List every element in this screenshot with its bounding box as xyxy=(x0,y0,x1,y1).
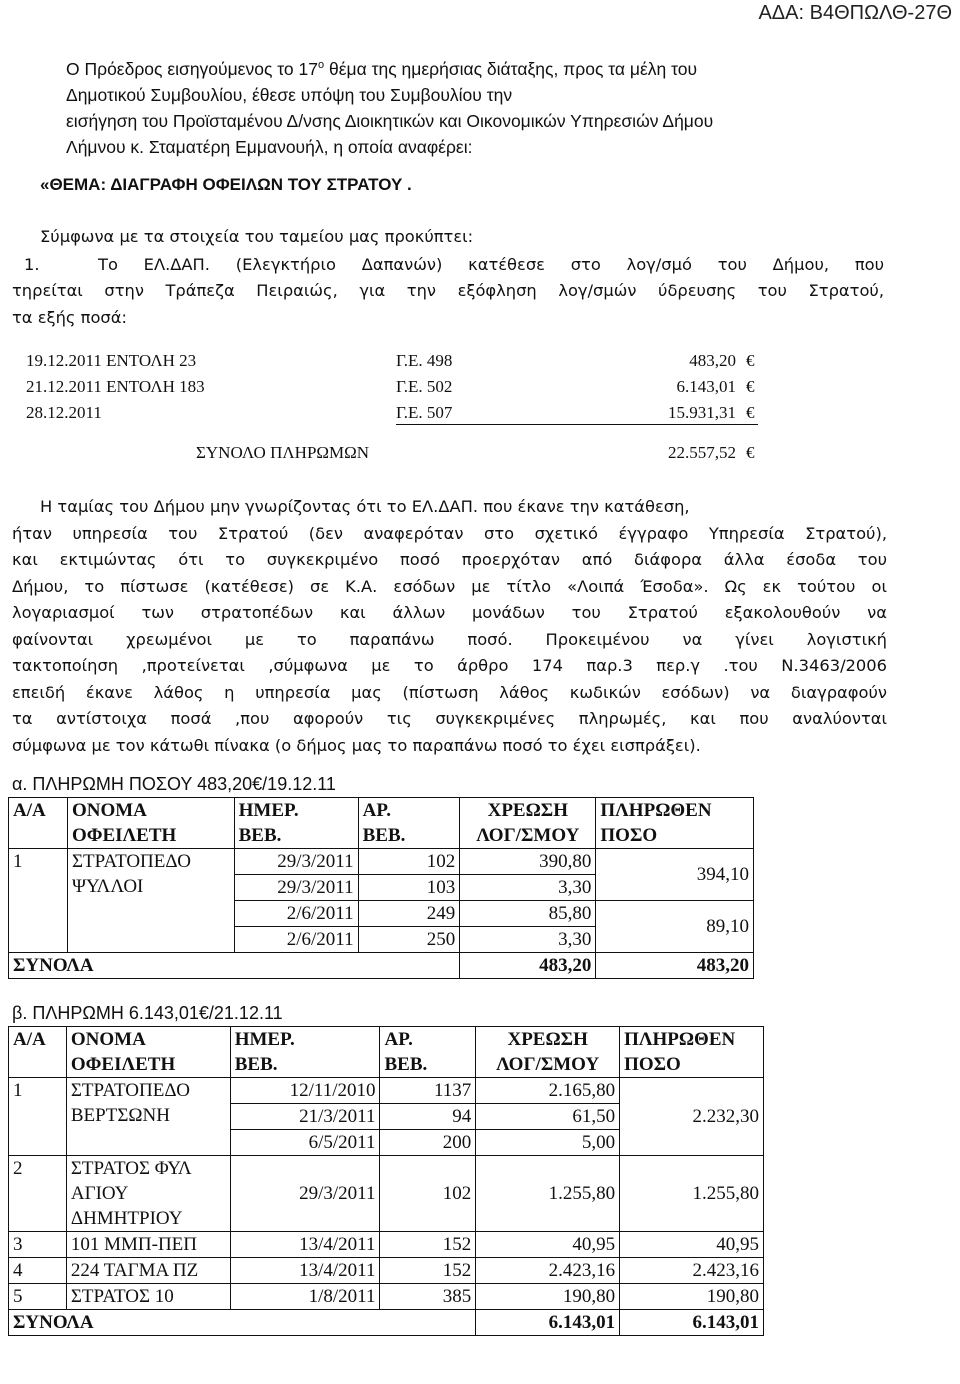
item-line-b: τηρείται στην Τράπεζα Πειραιώς, για την εξόφληση λογ/σμών ύδρευσης του Στρατού, xyxy=(12,281,884,300)
cell-date: 29/3/2011 xyxy=(234,849,358,875)
table-row xyxy=(9,849,754,875)
cell-aa: 1 xyxy=(9,849,68,953)
header-text: ΟΝΟΜΑ xyxy=(70,1029,146,1050)
intro-line-2: Δημοτικού Συμβουλίου, έθεσε υπόψη του Συμβουλίου την xyxy=(66,84,513,105)
cell-paid: 1.255,80 xyxy=(620,1156,764,1232)
cell-ar: 94 xyxy=(380,1104,476,1130)
cell-charge: 1.255,80 xyxy=(476,1156,620,1232)
cell-aa: 2 xyxy=(9,1156,67,1232)
cell-ar: 152 xyxy=(380,1258,476,1284)
col-date xyxy=(234,798,358,849)
header-text: ΠΛΗΡΩΘΕΝ xyxy=(600,800,712,821)
col-ar xyxy=(358,798,460,849)
cell-date: 29/3/2011 xyxy=(234,875,358,901)
cell-charge: 61,50 xyxy=(476,1104,620,1130)
cell-charge: 2.165,80 xyxy=(476,1078,620,1104)
header-text: ΧΡΕΩΣΗ xyxy=(487,800,569,821)
item-line-c: τα εξής ποσά: xyxy=(12,307,127,327)
table-a xyxy=(8,797,754,979)
cell-date: 6/5/2011 xyxy=(230,1130,380,1156)
table-row xyxy=(9,1284,764,1310)
cell-date: 12/11/2010 xyxy=(230,1078,380,1104)
explain-line: λογαριασμοί των στρατοπέδων και άλλων μονάδων του Στρατού εξακολουθούν να xyxy=(12,603,887,622)
cell-name: ΣΤΡΑΤΟΠΕΔΟ ΒΕΡΤΣΩΝΗ xyxy=(66,1078,230,1156)
cell-ar: 152 xyxy=(380,1232,476,1258)
col-date xyxy=(230,1027,380,1078)
explain-line: τακτοποίηση ,προτείνεται ,σύμφωνα με το άρθρο 174 παρ.3 περ.γ .του Ν.3463/2006 xyxy=(12,656,887,675)
col-name xyxy=(67,798,234,849)
explain-line: και εκτιμώντας ότι το συγκεκριμένο ποσό προερχόταν από διάφορα άλλα έσοδα του xyxy=(12,550,887,569)
cell-charge: 2.423,16 xyxy=(476,1258,620,1284)
header-text: ΒΕΒ. xyxy=(238,825,282,846)
cell-charge: 85,80 xyxy=(460,901,596,927)
total-charge: 483,20 xyxy=(460,953,596,979)
cell-ar: 249 xyxy=(358,901,460,927)
body-line-1: Σύμφωνα με τα στοιχεία του ταμείου μας προκύπτει: xyxy=(40,227,474,246)
explain-line: σύμφωνα με τον κάτωθι πίνακα (ο δήμος μας το παραπάνω ποσό το έχει εισπράξει). xyxy=(12,735,701,755)
euro-icon: € xyxy=(746,443,755,462)
table-header-row xyxy=(9,798,754,849)
header-text: ΛΟΓ/ΣΜΟΥ xyxy=(476,825,580,846)
payment-ge: Γ.Ε. 502 xyxy=(396,377,453,396)
explain-line: ήταν υπηρεσία του Στρατού (δεν αναφερόταν στο σχετικό έγγραφο Υπηρεσία Στρατού), xyxy=(12,523,887,543)
cell-paid: 2.423,16 xyxy=(620,1258,764,1284)
table-a-title: α. ΠΛΗΡΩΜΗ ΠΟΣΟΥ 483,20€/19.12.11 xyxy=(12,774,336,794)
total-paid: 6.143,01 xyxy=(620,1310,764,1336)
cell-charge: 40,95 xyxy=(476,1232,620,1258)
cell-ar: 250 xyxy=(358,927,460,953)
header-text: ΠΟΣΟ xyxy=(624,1054,681,1075)
table-total-row xyxy=(9,1310,764,1336)
header-text: ΑΡ. xyxy=(362,800,391,821)
table-total-row xyxy=(9,953,754,979)
table-row xyxy=(9,1078,764,1104)
header-text: ΗΜΕΡ. xyxy=(234,1029,295,1050)
cell-paid: 394,10 xyxy=(596,849,754,901)
header-text: ΧΡΕΩΣΗ xyxy=(507,1029,588,1050)
cell-charge: 3,30 xyxy=(460,927,596,953)
body-item-1-first xyxy=(12,252,884,278)
header-text: ΟΦΕΙΛΕΤΗ xyxy=(70,1054,176,1075)
cell-paid: 190,80 xyxy=(620,1284,764,1310)
col-aa xyxy=(9,1027,67,1078)
cell-ar: 103 xyxy=(358,875,460,901)
payment-amount: 15.931,31 xyxy=(668,403,736,422)
cell-ar: 1137 xyxy=(380,1078,476,1104)
euro-icon: € xyxy=(746,377,755,396)
col-paid xyxy=(620,1027,764,1078)
cell-date: 2/6/2011 xyxy=(234,927,358,953)
intro-line-1-b: θέμα της ημερήσιας διάταξης, προς τα μέλη του xyxy=(324,58,698,79)
header-text: ΟΦΕΙΛΕΤΗ xyxy=(71,825,177,846)
col-name xyxy=(66,1027,230,1078)
table-b xyxy=(8,1026,764,1336)
table-b-title: β. ΠΛΗΡΩΜΗ 6.143,01€/21.12.11 xyxy=(12,1003,283,1023)
total-charge: 6.143,01 xyxy=(476,1310,620,1336)
cell-date: 21/3/2011 xyxy=(230,1104,380,1130)
cell-aa: 5 xyxy=(9,1284,67,1310)
header-text: ΒΕΒ. xyxy=(234,1054,278,1075)
cell-charge: 3,30 xyxy=(460,875,596,901)
intro-line-1-a: Ο Πρόεδρος εισηγούμενος το 17 xyxy=(66,58,318,79)
cell-date: 2/6/2011 xyxy=(234,901,358,927)
header-text: ΠΟΣΟ xyxy=(600,825,658,846)
sum-underline xyxy=(396,424,758,425)
header-text: ΒΕΒ. xyxy=(384,1054,428,1075)
explain-line: Η ταμίας του Δήμου μην γνωρίζοντας ότι το ΕΛ.ΔΑΠ. που έκανε την κατάθεση, xyxy=(40,497,690,516)
explain-line: επειδή έκανε λάθος η υπηρεσία μας (πίστωση λάθος κωδικών εσόδων) να διαγραφούν xyxy=(12,682,887,702)
cell-date: 13/4/2011 xyxy=(230,1258,380,1284)
header-text: ΗΜΕΡ. xyxy=(238,800,299,821)
payment-amount: 483,20 xyxy=(689,351,736,370)
payment-date: 21.12.2011 ΕΝΤΟΛΗ 183 xyxy=(26,377,205,396)
intro-line-4: Λήμνου κ. Σταματέρη Εμμανουήλ, η οποία αναφέρει: xyxy=(66,136,473,157)
cell-ar: 102 xyxy=(380,1156,476,1232)
intro-line-3: εισήγηση του Προϊσταμένου Δ/νσης Διοικητικών και Οικονομικών Υπηρεσιών Δήμου xyxy=(66,110,714,131)
header-text: ΟΝΟΜΑ xyxy=(71,800,147,821)
col-aa xyxy=(9,798,68,849)
payment-date: 19.12.2011 ΕΝΤΟΛΗ 23 xyxy=(26,351,197,370)
euro-icon: € xyxy=(746,351,755,370)
col-ar xyxy=(380,1027,476,1078)
header-text: Α/Α xyxy=(13,800,46,821)
table-header-row xyxy=(9,1027,764,1078)
cell-name: ΣΤΡΑΤΟΣ 10 xyxy=(66,1284,230,1310)
explain-line: Δήμου, το πίστωσε (κατέθεσε) σε Κ.Α. εσόδων με τίτλο «Λοιπά Έσοδα». Ως εκ τούτου οι xyxy=(12,576,887,596)
total-paid: 483,20 xyxy=(596,953,754,979)
explain-line: τα αντίστοιχα ποσά ,που αφορούν τις συγκεκριμένες πληρωμές, και που αναλύονται xyxy=(12,709,887,728)
intro-paragraph xyxy=(10,52,890,160)
header-text: ΑΡ. xyxy=(384,1029,413,1050)
cell-aa: 4 xyxy=(9,1258,67,1284)
payments-total-amount: 22.557,52 xyxy=(668,443,736,462)
payments-total-label: ΣΥΝΟΛΟ ΠΛΗΡΩΜΩΝ xyxy=(196,443,370,462)
intro-line-1 xyxy=(10,52,890,82)
table-row xyxy=(9,1258,764,1284)
cell-name: 101 ΜΜΠ-ΠΕΠ xyxy=(66,1232,230,1258)
cell-ar: 102 xyxy=(358,849,460,875)
cell-charge: 5,00 xyxy=(476,1130,620,1156)
col-charge xyxy=(460,798,596,849)
table-row xyxy=(9,1156,764,1232)
subject-title: «ΘΕΜΑ: ΔΙΑΓΡΑΦΗ ΟΦΕΙΛΩΝ ΤΟΥ ΣΤΡΑΤΟΥ . xyxy=(40,175,412,194)
item-line-a: Το ΕΛ.ΔΑΠ. (Ελεγκτήριο Δαπανών) κατέθεσε στο λογ/σμό του Δήμου, που xyxy=(98,255,884,274)
cell-name: ΣΤΡΑΤΟΣ ΦΥΛ ΑΓΙΟΥ ΔΗΜΗΤΡΙΟΥ xyxy=(66,1156,230,1232)
cell-paid: 40,95 xyxy=(620,1232,764,1258)
cell-aa: 1 xyxy=(9,1078,67,1156)
table-row xyxy=(9,1232,764,1258)
cell-date: 1/8/2011 xyxy=(230,1284,380,1310)
header-text: Α/Α xyxy=(13,1029,46,1050)
cell-paid: 2.232,30 xyxy=(620,1078,764,1156)
cell-charge: 390,80 xyxy=(460,849,596,875)
cell-charge: 190,80 xyxy=(476,1284,620,1310)
intro-sup: ο xyxy=(318,59,325,71)
payment-ge: Γ.Ε. 498 xyxy=(396,351,453,370)
euro-icon: € xyxy=(746,403,755,422)
cell-date: 29/3/2011 xyxy=(230,1156,380,1232)
header-text: ΒΕΒ. xyxy=(362,825,406,846)
total-label: ΣΥΝΟΛΑ xyxy=(9,1310,476,1336)
payment-date: 28.12.2011 xyxy=(26,403,102,422)
cell-name: ΣΤΡΑΤΟΠΕΔΟ ΨΥΛΛΟΙ xyxy=(67,849,234,953)
header-text: ΛΟΓ/ΣΜΟΥ xyxy=(496,1054,600,1075)
payment-ge: Γ.Ε. 507 xyxy=(396,403,453,422)
item-number: 1. xyxy=(24,255,40,274)
header-text: ΠΛΗΡΩΘΕΝ xyxy=(624,1029,736,1050)
col-charge xyxy=(476,1027,620,1078)
cell-ar: 200 xyxy=(380,1130,476,1156)
cell-paid: 89,10 xyxy=(596,901,754,953)
payment-amount: 6.143,01 xyxy=(676,377,736,396)
cell-name: 224 ΤΑΓΜΑ ΠΖ xyxy=(66,1258,230,1284)
ada-code: ΑΔΑ: Β4ΘΠΩΛΘ-27Θ xyxy=(758,2,952,24)
explain-line: φαίνονται χρεωμένοι με το παραπάνω ποσό. Προκειμένου να γίνει λογιστική xyxy=(12,629,887,649)
total-label: ΣΥΝΟΛΑ xyxy=(9,953,460,979)
cell-date: 13/4/2011 xyxy=(230,1232,380,1258)
cell-ar: 385 xyxy=(380,1284,476,1310)
explanation-paragraph xyxy=(12,494,887,759)
col-paid xyxy=(596,798,754,849)
body-item-1 xyxy=(12,252,884,331)
cell-aa: 3 xyxy=(9,1232,67,1258)
